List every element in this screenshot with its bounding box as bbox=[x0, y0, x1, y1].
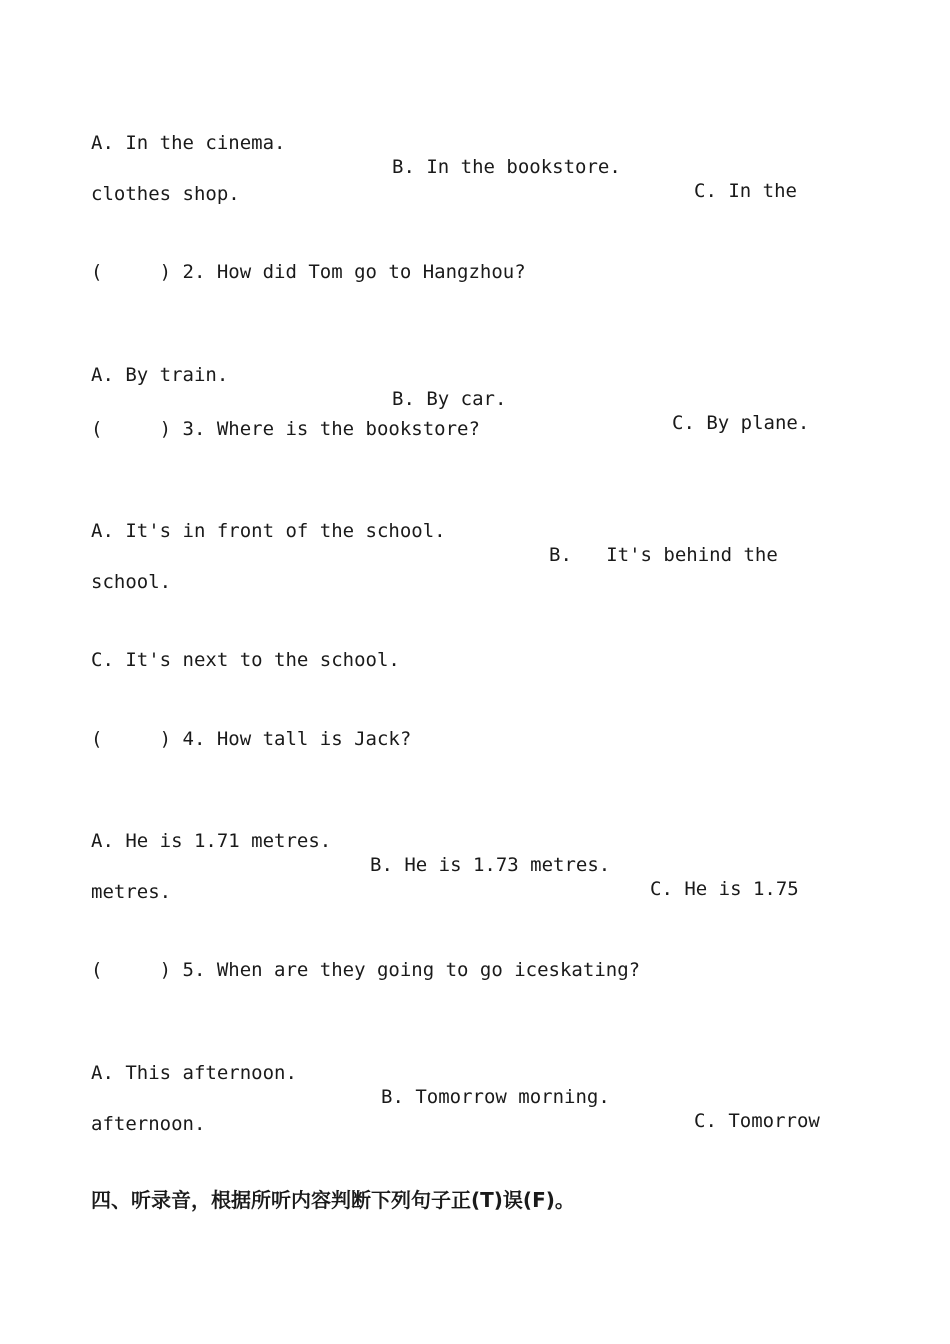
q4-stem: ( ) 4. How tall is Jack? bbox=[91, 728, 412, 750]
q4-option-b: B. He is 1.73 metres. bbox=[370, 854, 611, 876]
q3-option-b: B. It's behind the bbox=[549, 544, 778, 566]
q5-option-b: B. Tomorrow morning. bbox=[381, 1086, 610, 1108]
q5-stem: ( ) 5. When are they going to go iceskating? bbox=[91, 959, 641, 981]
q3-stem: ( ) 3. Where is the bookstore? bbox=[91, 418, 480, 440]
q1-option-a: A. In the cinema. bbox=[91, 132, 286, 154]
q4-option-c-continued: metres. bbox=[91, 881, 172, 903]
q3-option-a: A. It's in front of the school. bbox=[91, 520, 446, 542]
q4-option-a: A. He is 1.71 metres. bbox=[91, 830, 332, 852]
q4-options-row bbox=[0, 805, 950, 900]
q2-option-a: A. By train. bbox=[91, 364, 229, 386]
q5-option-c: C. Tomorrow bbox=[694, 1110, 820, 1132]
q5-option-c-continued: afternoon. bbox=[91, 1113, 206, 1135]
q2-option-c: C. By plane. bbox=[672, 412, 810, 434]
q1-option-b: B. In the bookstore. bbox=[392, 156, 621, 178]
q3-option-c: C. It's next to the school. bbox=[91, 649, 400, 671]
q3-option-b-continued: school. bbox=[91, 571, 172, 593]
q1-option-c-continued: clothes shop. bbox=[91, 183, 240, 205]
q2-stem: ( ) 2. How did Tom go to Hangzhou? bbox=[91, 261, 526, 283]
q5-options-row bbox=[0, 1037, 950, 1132]
q1-option-c: C. In the bbox=[694, 180, 797, 202]
section-4-heading: 四、听录音，根据所听内容判断下列句子正(T)误(F)。 bbox=[91, 1188, 575, 1212]
q4-option-c: C. He is 1.75 bbox=[650, 878, 799, 900]
q5-option-a: A. This afternoon. bbox=[91, 1062, 297, 1084]
q2-option-b: B. By car. bbox=[392, 388, 507, 410]
q3-options-row bbox=[0, 495, 950, 566]
